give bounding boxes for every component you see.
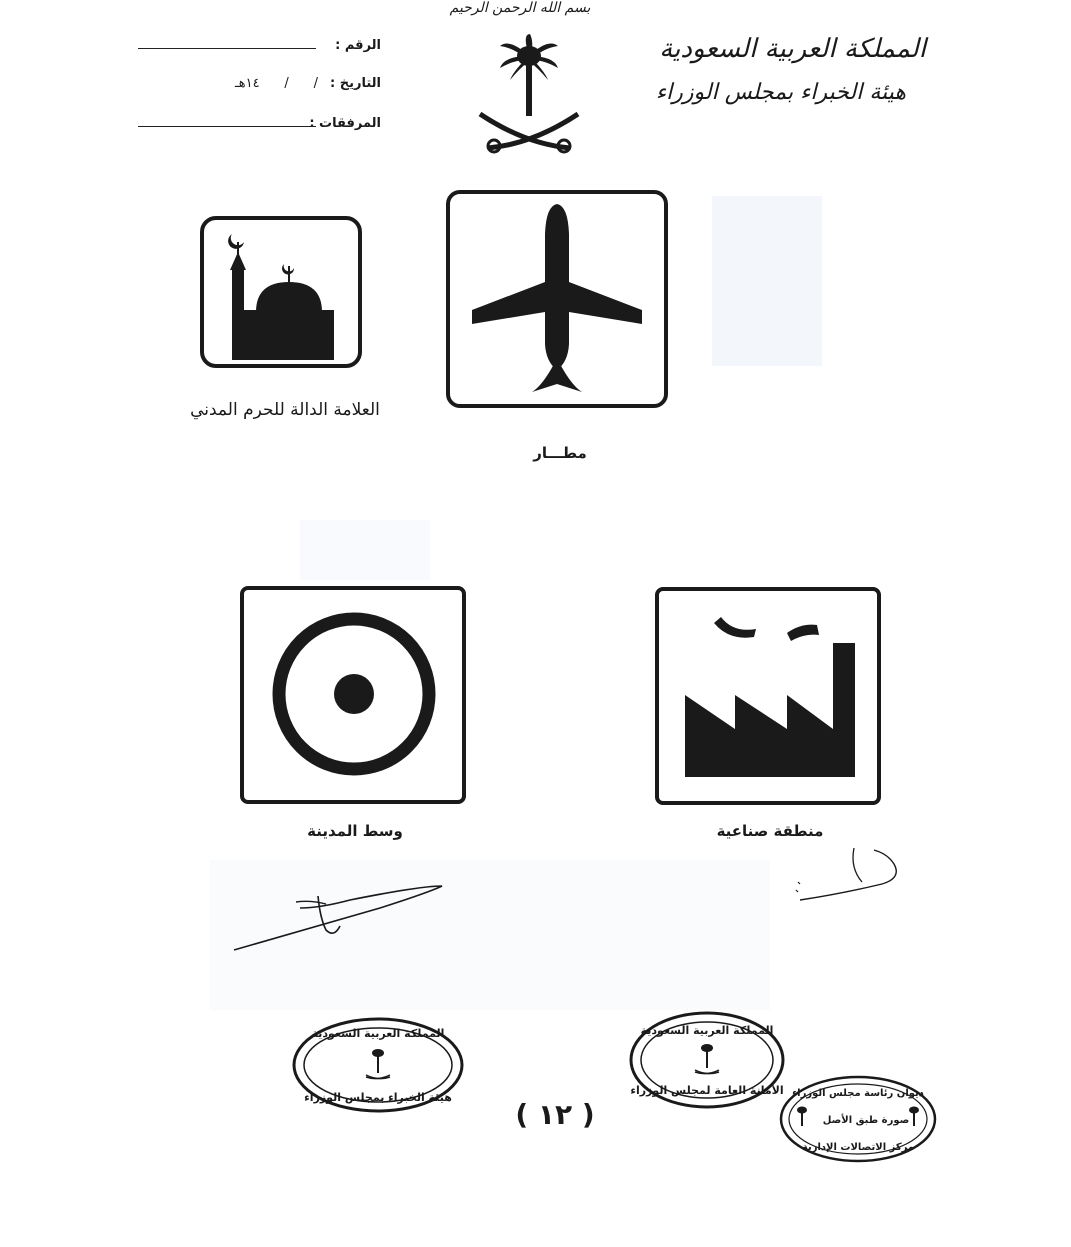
seal-emblem-icon [695, 1044, 719, 1074]
seal-left-top: المملكة العربية السعودية [311, 1027, 445, 1040]
ref-line [138, 48, 316, 49]
airport-caption: مطـــار [533, 444, 587, 462]
signature-right [790, 842, 910, 906]
seal-right-middle: صورة طبق الأصل [822, 1115, 910, 1126]
city-center-caption: وسط المدينة [307, 822, 403, 840]
attachments-line [138, 126, 316, 127]
authority-title: هيئة الخبراء بمجلس الوزراء [655, 80, 906, 105]
scan-ghost [300, 520, 430, 580]
seal-left-bottom: هيئة الخبراء بمجلس الوزراء [304, 1091, 452, 1104]
page-number: ( ١٢ ) [515, 1098, 595, 1131]
airplane-icon [450, 194, 664, 404]
basmala: بسم الله الرحمن الرحيم [449, 0, 591, 16]
seal-right-top: ديوان رئاسة مجلس الوزراء [792, 1088, 924, 1099]
seal-middle-bottom: الأمانة العامة لمجلس الوزراء [630, 1084, 784, 1097]
mosque-icon [204, 220, 358, 364]
city-center-sign [240, 586, 466, 804]
emblem-palm-swords-icon [470, 34, 588, 156]
kingdom-title: المملكة العربية السعودية [659, 34, 926, 64]
target-icon [244, 590, 462, 800]
airport-sign [446, 190, 668, 408]
seal-experts-authority [290, 1015, 466, 1115]
seal-emblem-icon [366, 1049, 390, 1079]
industrial-caption: منطقة صناعية [716, 822, 824, 840]
seal-general-secretariat [628, 1010, 786, 1110]
factory-icon [659, 591, 877, 801]
scan-ghost [712, 196, 822, 366]
date-template: / / ١٤هـ [235, 76, 318, 91]
industrial-sign [655, 587, 881, 805]
seal-true-copy [778, 1074, 938, 1164]
mosque-caption: العلامة الدالة للحرم المدني [190, 400, 380, 420]
ref-label: الرقم : [335, 38, 381, 53]
mosque-sign [200, 216, 362, 368]
seal-middle-top: المملكة العربية السعودية [640, 1024, 774, 1037]
date-label: التاريخ : [330, 76, 381, 91]
attachments-label: المرفقات : [309, 116, 381, 131]
signature-left [230, 878, 450, 956]
seal-right-bottom: مركز الاتصالات الإدارية [801, 1142, 915, 1153]
